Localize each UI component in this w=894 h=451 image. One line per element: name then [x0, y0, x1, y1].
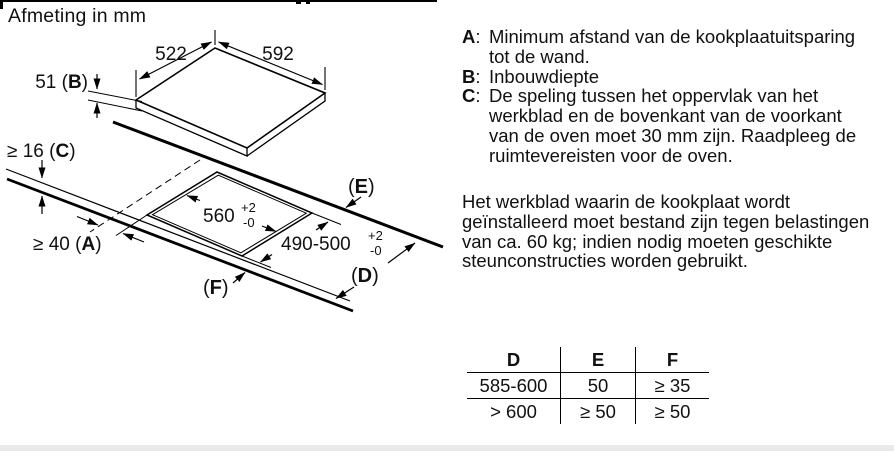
- legend-text: De speling tussen het oppervlak van het werkblad en de bovenkant van de voorkant van de oven moet 30 mm zijn. Raadpleeg de ruimtevereisten voor de oven.: [489, 85, 857, 166]
- dim-b-label: 51 (B): [35, 72, 88, 93]
- page-title: Afmeting in mm: [8, 5, 147, 27]
- cutout-width-tol-plus: +2: [241, 200, 256, 215]
- cutout-depth-tol-plus: +2: [368, 228, 383, 243]
- label-e: [346, 176, 375, 208]
- load-note: Het werkblad waarin de kookplaat wordt geïnstalleerd moet bestand zijn tegen belastingen van ca. 60 kg; indien nodig moeten geschikte steunconstructies worden gebruikt.: [462, 191, 870, 272]
- cutout-width-tol-minus: -0: [243, 215, 255, 230]
- legend-item-c: [462, 86, 864, 165]
- dim-c-label: ≥ 16 (C): [7, 141, 76, 162]
- dim-a-label: ≥ 40 (A): [33, 234, 102, 255]
- table-cell: ≥ 50: [560, 398, 635, 424]
- legend-text: Inbouwdiepte: [489, 65, 600, 87]
- installation-diagram: [0, 0, 460, 330]
- legend-key: B:: [462, 65, 481, 87]
- dimension-c: [7, 141, 76, 214]
- label-f: [203, 273, 245, 300]
- cutout-depth-tol-minus: -0: [370, 243, 382, 258]
- table-header-f: F: [635, 347, 709, 372]
- table-cell: ≥ 35: [635, 372, 709, 398]
- legend-text: Minimum afstand van de kookplaatuitsparing tot de wand.: [489, 26, 856, 67]
- svg-text:(D): (D): [351, 265, 379, 287]
- legend: [462, 27, 864, 166]
- horizontal-scrollbar-track[interactable]: [0, 445, 894, 451]
- svg-text:(F): (F): [203, 277, 229, 299]
- dimension-table: [467, 347, 709, 424]
- legend-key: C:: [462, 85, 481, 107]
- dimension-b: [35, 72, 142, 118]
- cutout-depth-label: 490-500: [281, 234, 351, 255]
- legend-item-a: [462, 27, 864, 67]
- dim-592-label: 592: [262, 44, 294, 65]
- svg-text:(E): (E): [348, 176, 375, 198]
- legend-key: A:: [462, 26, 481, 47]
- cutout-width-label: 560: [203, 206, 235, 227]
- table-cell: > 600: [467, 398, 560, 424]
- table-cell: 585-600: [467, 372, 560, 398]
- table-cell: 50: [560, 372, 635, 398]
- table-header-e: E: [560, 347, 635, 372]
- legend-item-b: [462, 67, 864, 87]
- table-header-d: D: [506, 348, 521, 370]
- dim-522-label: 522: [155, 44, 187, 65]
- table-cell: ≥ 50: [635, 398, 709, 424]
